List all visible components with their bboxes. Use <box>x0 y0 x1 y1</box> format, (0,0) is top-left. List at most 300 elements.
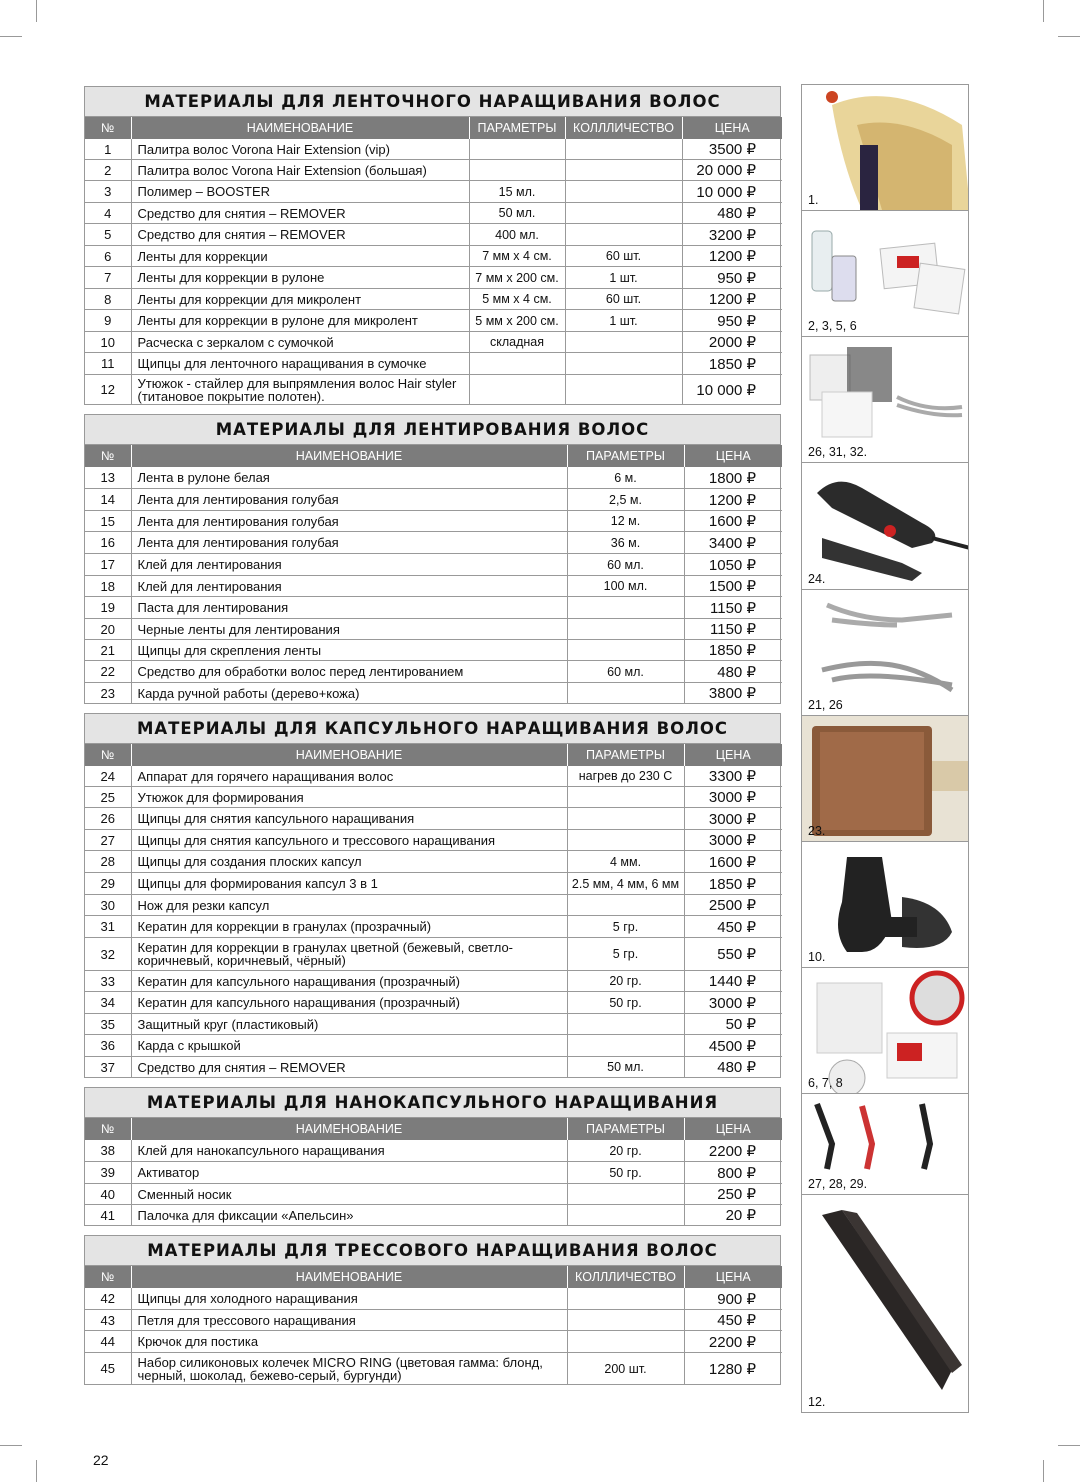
item-price: 1150 ₽ <box>684 619 782 640</box>
item-number: 20 <box>85 619 131 640</box>
item-parameters <box>469 139 565 160</box>
product-photo <box>801 462 969 589</box>
table-row <box>85 895 782 916</box>
item-parameters: 7 мм х 4 см. <box>469 246 565 267</box>
item-price: 1850 ₽ <box>684 640 782 661</box>
table-row <box>85 938 782 971</box>
item-name: Карда с крышкой <box>131 1035 567 1057</box>
item-number: 3 <box>85 181 131 203</box>
item-parameters <box>567 808 684 830</box>
item-number: 22 <box>85 661 131 683</box>
section-title: МАТЕРИАЛЫ ДЛЯ ЛЕНТИРОВАНИЯ ВОЛОС <box>85 415 780 445</box>
crop-mark <box>36 1460 37 1482</box>
item-name: Щипцы для формирования капсул 3 в 1 <box>131 873 567 895</box>
item-parameters: 2.5 мм, 4 мм, 6 мм <box>567 873 684 895</box>
item-quantity: 1 шт. <box>565 267 682 289</box>
item-parameters <box>567 830 684 851</box>
table-row <box>85 160 782 181</box>
item-price: 2500 ₽ <box>684 895 782 916</box>
table-row <box>85 787 782 808</box>
item-parameters <box>567 787 684 808</box>
product-photo <box>801 1093 969 1194</box>
item-quantity <box>567 1331 684 1353</box>
item-parameters: 100 мл. <box>567 576 684 597</box>
item-name: Палитра волос Vorona Hair Extension (vip) <box>131 139 469 160</box>
item-price: 3000 ₽ <box>684 808 782 830</box>
column-header: НАИМЕНОВАНИЕ <box>131 744 567 766</box>
table-row <box>85 203 782 224</box>
table-row <box>85 1035 782 1057</box>
column-header: № <box>85 117 131 139</box>
product-photo <box>801 84 969 210</box>
item-price: 950 ₽ <box>682 310 782 332</box>
item-parameters: 5 мм х 200 см. <box>469 310 565 332</box>
table-row <box>85 532 782 554</box>
section-title: МАТЕРИАЛЫ ДЛЯ НАНОКАПСУЛЬНОГО НАРАЩИВАНИЯ <box>85 1088 780 1118</box>
item-number: 37 <box>85 1057 131 1078</box>
product-photo <box>801 1194 969 1413</box>
item-price: 3000 ₽ <box>684 830 782 851</box>
item-number: 45 <box>85 1353 131 1385</box>
table-header-row <box>85 117 782 139</box>
table-row <box>85 1205 782 1226</box>
price-tables <box>84 86 781 1394</box>
item-name: Утюжок для формирования <box>131 787 567 808</box>
item-name: Палочка для фиксации «Апельсин» <box>131 1205 567 1226</box>
item-price: 3800 ₽ <box>708 685 756 702</box>
crop-mark <box>1043 1460 1044 1482</box>
item-name: Лента для лентирования голубая <box>131 489 567 511</box>
item-number: 44 <box>85 1331 131 1353</box>
table-row <box>85 224 782 246</box>
item-number: 23 <box>85 683 131 704</box>
item-price: 1050 ₽ <box>684 554 782 576</box>
item-number: 12 <box>85 375 131 405</box>
photo-caption: 24. <box>808 572 826 586</box>
table-row <box>85 916 782 938</box>
item-price: 800 ₽ <box>684 1162 782 1184</box>
photo-caption: 10. <box>808 950 826 964</box>
product-photo <box>801 715 969 841</box>
item-price: 1600 ₽ <box>684 511 782 532</box>
item-name: Полимер – BOOSTER <box>131 181 469 203</box>
item-name: Клей для лентирования <box>131 554 567 576</box>
item-number: 13 <box>85 467 131 489</box>
crop-mark <box>0 36 22 37</box>
item-price: 1200 ₽ <box>682 246 782 267</box>
column-header: ПАРАМЕТРЫ <box>469 117 565 139</box>
item-number: 9 <box>85 310 131 332</box>
item-parameters <box>469 375 565 405</box>
price-table <box>85 445 782 703</box>
column-header: КОЛЛЛИЧЕСТВО <box>567 1266 684 1288</box>
photo-caption: 1. <box>808 193 819 207</box>
column-header: ЦЕНА <box>684 744 782 766</box>
table-row <box>85 683 782 704</box>
price-table <box>85 1266 782 1384</box>
item-parameters: 4 мм. <box>567 851 684 873</box>
item-number: 5 <box>85 224 131 246</box>
item-price: 1200 ₽ <box>682 289 782 310</box>
item-price: 3500 ₽ <box>682 139 782 160</box>
item-price: 550 ₽ <box>684 938 782 971</box>
item-name: Активатор <box>131 1162 567 1184</box>
item-number: 40 <box>85 1184 131 1205</box>
item-parameters: 60 мл. <box>567 554 684 576</box>
item-name: Щипцы для ленточного наращивания в сумочке <box>131 353 469 375</box>
item-price: 50 ₽ <box>684 1014 782 1035</box>
product-photo <box>801 336 969 462</box>
photo-caption: 21, 26 <box>808 698 843 712</box>
item-parameters: 50 гр. <box>567 1162 684 1184</box>
item-parameters: нагрев до 230 С <box>567 766 684 787</box>
table-row <box>85 511 782 532</box>
item-name: Карда ручной работы (дерево+кожа) <box>131 683 567 704</box>
table-row <box>85 830 782 851</box>
item-number: 38 <box>85 1140 131 1162</box>
item-name: Щипцы для снятия капсульного и трессового наращивания <box>131 830 567 851</box>
item-parameters: 15 мл. <box>469 181 565 203</box>
item-name: Средство для обработки волос перед лентированием <box>131 661 567 683</box>
item-price: 480 ₽ <box>717 1059 756 1076</box>
item-name: Клей для лентирования <box>131 576 567 597</box>
item-number: 18 <box>85 576 131 597</box>
page-number: 22 <box>93 1452 109 1468</box>
item-parameters <box>567 640 684 661</box>
item-price: 1280 ₽ <box>708 1360 756 1378</box>
table-row <box>85 619 782 640</box>
item-price: 20 ₽ <box>725 1207 756 1224</box>
table-row <box>85 1140 782 1162</box>
item-name: Крючок для постика <box>131 1331 567 1353</box>
item-parameters <box>567 1184 684 1205</box>
table-row <box>85 576 782 597</box>
photo-column <box>801 84 969 1413</box>
item-quantity: 1 шт. <box>565 310 682 332</box>
table-row <box>85 1288 782 1310</box>
table-row <box>85 246 782 267</box>
item-number: 43 <box>85 1310 131 1331</box>
item-parameters: 2,5 м. <box>567 489 684 511</box>
column-header: ЦЕНА <box>682 117 782 139</box>
price-section <box>84 1087 781 1226</box>
item-name: Щипцы для снятия капсульного наращивания <box>131 808 567 830</box>
item-number: 26 <box>85 808 131 830</box>
price-section <box>84 1235 781 1385</box>
table-row <box>85 597 782 619</box>
item-name: Ленты для коррекции для микролент <box>131 289 469 310</box>
item-price: 20 000 ₽ <box>682 160 782 181</box>
item-name: Черные ленты для лентирования <box>131 619 567 640</box>
item-number: 28 <box>85 851 131 873</box>
table-row <box>85 332 782 353</box>
item-price: 3300 ₽ <box>684 766 782 787</box>
price-section <box>84 414 781 704</box>
item-number: 35 <box>85 1014 131 1035</box>
column-header: ПАРАМЕТРЫ <box>567 445 684 467</box>
item-price: 1150 ₽ <box>684 597 782 619</box>
column-header: № <box>85 1118 131 1140</box>
table-header-row <box>85 1118 782 1140</box>
item-name: Набор силиконовых колечек MICRO RING (цветовая гамма: блонд, черный, шоколад, бежево-серый, бургунди) <box>131 1353 567 1385</box>
section-title: МАТЕРИАЛЫ ДЛЯ КАПСУЛЬНОГО НАРАЩИВАНИЯ ВОЛОС <box>85 714 780 744</box>
table-row <box>85 1162 782 1184</box>
item-number: 10 <box>85 332 131 353</box>
column-header: НАИМЕНОВАНИЕ <box>131 445 567 467</box>
section-title: МАТЕРИАЛЫ ДЛЯ ЛЕНТОЧНОГО НАРАЩИВАНИЯ ВОЛОС <box>85 87 780 117</box>
crop-mark <box>1043 0 1044 22</box>
item-number: 6 <box>85 246 131 267</box>
column-header: № <box>85 445 131 467</box>
item-parameters <box>567 1035 684 1057</box>
product-photo <box>801 967 969 1093</box>
item-name: Щипцы для холодного наращивания <box>131 1288 567 1310</box>
item-price: 2200 ₽ <box>684 1140 782 1162</box>
photo-caption: 12. <box>808 1395 826 1409</box>
item-name: Кератин для капсульного наращивания (прозрачный) <box>131 971 567 992</box>
item-parameters <box>567 597 684 619</box>
item-parameters: складная <box>469 332 565 353</box>
crop-mark <box>36 0 37 22</box>
table-row <box>85 1331 782 1353</box>
table-header-row <box>85 744 782 766</box>
table-row <box>85 139 782 160</box>
column-header: ЦЕНА <box>684 445 782 467</box>
item-parameters: 60 мл. <box>567 661 684 683</box>
table-row <box>85 1184 782 1205</box>
item-parameters <box>567 1205 684 1226</box>
price-section <box>84 713 781 1078</box>
item-parameters: 6 м. <box>567 467 684 489</box>
column-header: КОЛЛЛИЧЕСТВО <box>565 117 682 139</box>
item-number: 14 <box>85 489 131 511</box>
photo-caption: 23. <box>808 824 826 838</box>
item-number: 11 <box>85 353 131 375</box>
item-price: 1850 ₽ <box>682 353 782 375</box>
item-quantity: 60 шт. <box>565 289 682 310</box>
table-header-row <box>85 445 782 467</box>
item-parameters: 5 мм х 4 см. <box>469 289 565 310</box>
item-number: 16 <box>85 532 131 554</box>
item-price: 10 000 ₽ <box>682 181 782 203</box>
item-price: 4500 ₽ <box>684 1035 782 1057</box>
item-quantity <box>565 353 682 375</box>
item-name: Ленты для коррекции в рулоне <box>131 267 469 289</box>
item-name: Кератин для коррекции в гранулах цветной (бежевый, светло-коричневый, коричневый, чёрный) <box>131 938 567 971</box>
item-price: 450 ₽ <box>684 916 782 938</box>
item-name: Лента в рулоне белая <box>131 467 567 489</box>
item-name: Средство для снятия – REMOVER <box>131 203 469 224</box>
item-number: 25 <box>85 787 131 808</box>
item-number: 17 <box>85 554 131 576</box>
item-number: 34 <box>85 992 131 1014</box>
item-parameters: 7 мм х 200 см. <box>469 267 565 289</box>
item-price: 480 ₽ <box>684 661 782 683</box>
table-row <box>85 554 782 576</box>
item-name: Сменный носик <box>131 1184 567 1205</box>
price-table <box>85 744 782 1077</box>
column-header: № <box>85 744 131 766</box>
product-photo <box>801 210 969 336</box>
table-row <box>85 766 782 787</box>
item-name: Расческа с зеркалом с сумочкой <box>131 332 469 353</box>
item-quantity: 60 шт. <box>565 246 682 267</box>
column-header: ПАРАМЕТРЫ <box>567 1118 684 1140</box>
table-row <box>85 808 782 830</box>
item-parameters <box>469 160 565 181</box>
price-section <box>84 86 781 405</box>
item-number: 8 <box>85 289 131 310</box>
item-price: 250 ₽ <box>684 1184 782 1205</box>
item-name: Кератин для капсульного наращивания (прозрачный) <box>131 992 567 1014</box>
item-price: 1850 ₽ <box>684 873 782 895</box>
table-row <box>85 1353 782 1385</box>
item-price: 3200 ₽ <box>682 224 782 246</box>
column-header: ЦЕНА <box>684 1118 782 1140</box>
item-price: 2000 ₽ <box>682 332 782 353</box>
photo-caption: 27, 28, 29. <box>808 1177 868 1191</box>
item-number: 27 <box>85 830 131 851</box>
item-name: Палитра волос Vorona Hair Extension (большая) <box>131 160 469 181</box>
item-name: Щипцы для создания плоских капсул <box>131 851 567 873</box>
table-row <box>85 467 782 489</box>
item-number: 39 <box>85 1162 131 1184</box>
item-name: Лента для лентирования голубая <box>131 511 567 532</box>
item-name: Лента для лентирования голубая <box>131 532 567 554</box>
item-quantity <box>565 139 682 160</box>
price-table <box>85 117 782 404</box>
item-number: 1 <box>85 139 131 160</box>
item-parameters <box>567 683 684 704</box>
item-number: 4 <box>85 203 131 224</box>
item-name: Ленты для коррекции <box>131 246 469 267</box>
item-price: 3000 ₽ <box>684 992 782 1014</box>
item-number: 36 <box>85 1035 131 1057</box>
item-name: Паста для лентирования <box>131 597 567 619</box>
item-name: Ленты для коррекции в рулоне для микролент <box>131 310 469 332</box>
table-row <box>85 289 782 310</box>
item-quantity <box>565 203 682 224</box>
item-number: 2 <box>85 160 131 181</box>
item-quantity <box>565 332 682 353</box>
item-number: 7 <box>85 267 131 289</box>
item-parameters: 5 гр. <box>567 938 684 971</box>
item-price: 1800 ₽ <box>684 467 782 489</box>
table-row <box>85 181 782 203</box>
item-parameters: 20 гр. <box>567 971 684 992</box>
item-number: 19 <box>85 597 131 619</box>
item-parameters: 36 м. <box>567 532 684 554</box>
item-quantity <box>565 160 682 181</box>
product-photo <box>801 841 969 967</box>
table-row <box>85 353 782 375</box>
price-table <box>85 1118 782 1225</box>
item-parameters: 50 мл. <box>469 203 565 224</box>
item-number: 15 <box>85 511 131 532</box>
column-header: НАИМЕНОВАНИЕ <box>131 1118 567 1140</box>
item-number: 21 <box>85 640 131 661</box>
photo-caption: 6, 7, 8 <box>808 1076 843 1090</box>
item-price: 1200 ₽ <box>684 489 782 511</box>
item-name: Утюжок - стайлер для выпрямления волос Hair styler (титановое покрытие полотен). <box>131 375 469 405</box>
item-name: Защитный круг (пластиковый) <box>131 1014 567 1035</box>
table-row <box>85 375 782 405</box>
item-quantity <box>567 1288 684 1310</box>
item-name: Кератин для коррекции в гранулах (прозрачный) <box>131 916 567 938</box>
table-row <box>85 873 782 895</box>
table-row <box>85 267 782 289</box>
item-price: 900 ₽ <box>684 1288 782 1310</box>
item-number: 41 <box>85 1205 131 1226</box>
item-name: Нож для резки капсул <box>131 895 567 916</box>
table-row <box>85 489 782 511</box>
item-price: 3000 ₽ <box>684 787 782 808</box>
item-parameters <box>567 619 684 640</box>
item-number: 33 <box>85 971 131 992</box>
item-number: 32 <box>85 938 131 971</box>
item-price: 450 ₽ <box>684 1310 782 1331</box>
item-name: Аппарат для горячего наращивания волос <box>131 766 567 787</box>
item-number: 31 <box>85 916 131 938</box>
column-header: ЦЕНА <box>684 1266 782 1288</box>
item-parameters <box>567 1014 684 1035</box>
item-price: 480 ₽ <box>682 203 782 224</box>
item-parameters: 50 мл. <box>567 1057 684 1078</box>
item-name: Средство для снятия – REMOVER <box>131 224 469 246</box>
item-name: Клей для нанокапсульного наращивания <box>131 1140 567 1162</box>
photo-caption: 26, 31, 32. <box>808 445 868 459</box>
column-header: НАИМЕНОВАНИЕ <box>131 1266 567 1288</box>
item-price: 1440 ₽ <box>684 971 782 992</box>
table-row <box>85 640 782 661</box>
item-price: 950 ₽ <box>682 267 782 289</box>
item-quantity <box>565 375 682 405</box>
crop-mark <box>1058 36 1080 37</box>
item-number: 29 <box>85 873 131 895</box>
item-parameters: 12 м. <box>567 511 684 532</box>
item-name: Средство для снятия – REMOVER <box>131 1057 567 1078</box>
item-number: 30 <box>85 895 131 916</box>
item-parameters: 50 гр. <box>567 992 684 1014</box>
column-header: НАИМЕНОВАНИЕ <box>131 117 469 139</box>
item-price: 1600 ₽ <box>684 851 782 873</box>
item-number: 42 <box>85 1288 131 1310</box>
item-price: 3400 ₽ <box>684 532 782 554</box>
crop-mark <box>0 1445 22 1446</box>
item-parameters: 20 гр. <box>567 1140 684 1162</box>
item-price: 1500 ₽ <box>684 576 782 597</box>
column-header: № <box>85 1266 131 1288</box>
product-photo <box>801 589 969 715</box>
table-row <box>85 1310 782 1331</box>
table-row <box>85 1014 782 1035</box>
item-quantity <box>565 181 682 203</box>
table-row <box>85 1057 782 1078</box>
table-row <box>85 992 782 1014</box>
item-parameters <box>567 895 684 916</box>
item-parameters: 5 гр. <box>567 916 684 938</box>
table-row <box>85 971 782 992</box>
table-header-row <box>85 1266 782 1288</box>
item-parameters: 400 мл. <box>469 224 565 246</box>
column-header: ПАРАМЕТРЫ <box>567 744 684 766</box>
item-quantity <box>565 224 682 246</box>
photo-caption: 2, 3, 5, 6 <box>808 319 857 333</box>
table-row <box>85 661 782 683</box>
crop-mark <box>1058 1445 1080 1446</box>
item-parameters <box>469 353 565 375</box>
item-name: Петля для трессового наращивания <box>131 1310 567 1331</box>
